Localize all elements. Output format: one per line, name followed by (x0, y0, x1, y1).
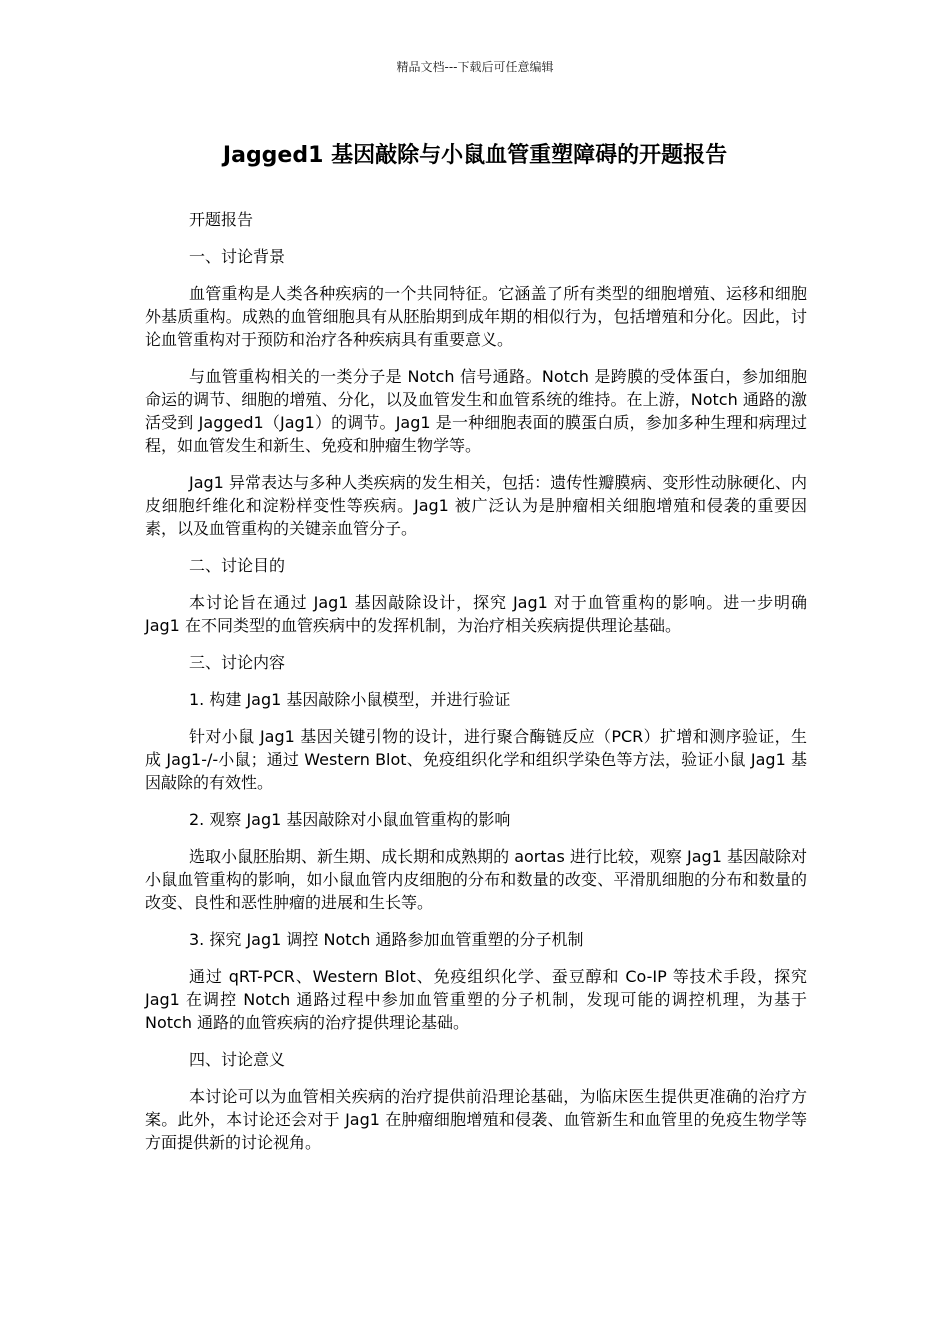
subsection-heading: 3. 探究 Jag1 调控 Notch 通路参加血管重塑的分子机制 (189, 930, 584, 949)
paragraph: 针对小鼠 Jag1 基因关键引物的设计，进行聚合酶链反应（PCR）扩增和测序验证，生成 Jag1-/-小鼠；通过 Western Blot、免疫组织化学和组织学染色等方法，验证小鼠 Jag1 基因敲除的有效性。 (145, 727, 807, 792)
paragraph: 血管重构是人类各种疾病的一个共同特征。它涵盖了所有类型的细胞增殖、运移和细胞外基质重构。成熟的血管细胞具有从胚胎期到成年期的相似行为，包括增殖和分化。因此，讨论血管重构对于预防和治疗各种疾病具有重要意义。 (145, 284, 807, 349)
section-heading-content: 三、讨论内容 (189, 653, 286, 672)
paragraph: 本讨论可以为血管相关疾病的治疗提供前沿理论基础，为临床医生提供更准确的治疗方案。此外，本讨论还会对于 Jag1 在肿瘤细胞增殖和侵袭、血管新生和血管里的免疫生物学等方面提供新的讨论视角。 (145, 1087, 807, 1152)
header-note: 精品文档---下载后可任意编辑 (396, 60, 554, 74)
paragraph: 本讨论旨在通过 Jag1 基因敲除设计，探究 Jag1 对于血管重构的影响。进一步明确 Jag1 在不同类型的血管疾病中的发挥机制，为治疗相关疾病提供理论基础。 (145, 593, 807, 635)
section-label: 开题报告 (189, 210, 254, 229)
document-body (145, 208, 807, 1168)
paragraph: 选取小鼠胚胎期、新生期、成长期和成熟期的 aortas 进行比较，观察 Jag1 基因敲除对小鼠血管重构的影响，如小鼠血管内皮细胞的分布和数量的改变、平滑肌细胞的分布和数量的改变、良性和恶性肿瘤的进展和生长等。 (145, 847, 807, 912)
paragraph: Jag1 异常表达与多种人类疾病的发生相关，包括：遗传性瓣膜病、变形性动脉硬化、内皮细胞纤维化和淀粉样变性等疾病。Jag1 被广泛认为是肿瘤相关细胞增殖和侵袭的重要因素，以及血管重构的关键亲血管分子。 (145, 473, 807, 538)
section-heading-purpose: 二、讨论目的 (189, 556, 286, 575)
section-heading-significance: 四、讨论意义 (189, 1050, 286, 1069)
subsection-heading: 2. 观察 Jag1 基因敲除对小鼠血管重构的影响 (189, 810, 511, 829)
paragraph: 通过 qRT-PCR、Western Blot、免疫组织化学、蚕豆醇和 Co-IP 等技术手段，探究 Jag1 在调控 Notch 通路过程中参加血管重塑的分子机制，发现可能的调控机理，为基于 Notch 通路的血管疾病的治疗提供理论基础。 (145, 967, 807, 1032)
paragraph: 与血管重构相关的一类分子是 Notch 信号通路。Notch 是跨膜的受体蛋白，参加细胞命运的调节、细胞的增殖、分化，以及血管发生和血管系统的维持。在上游，Notch 通路的激活受到 Jagged1（Jag1）的调节。Jag1 是一种细胞表面的膜蛋白质，参加多种生理和病理过程，如血管发生和新生、免疫和肿瘤生物学等。 (145, 367, 807, 455)
subsection-heading: 1. 构建 Jag1 基因敲除小鼠模型，并进行验证 (189, 690, 511, 709)
document-title: Jagged1 基因敲除与小鼠血管重塑障碍的开题报告 (222, 143, 728, 168)
section-heading-background: 一、讨论背景 (189, 247, 286, 266)
